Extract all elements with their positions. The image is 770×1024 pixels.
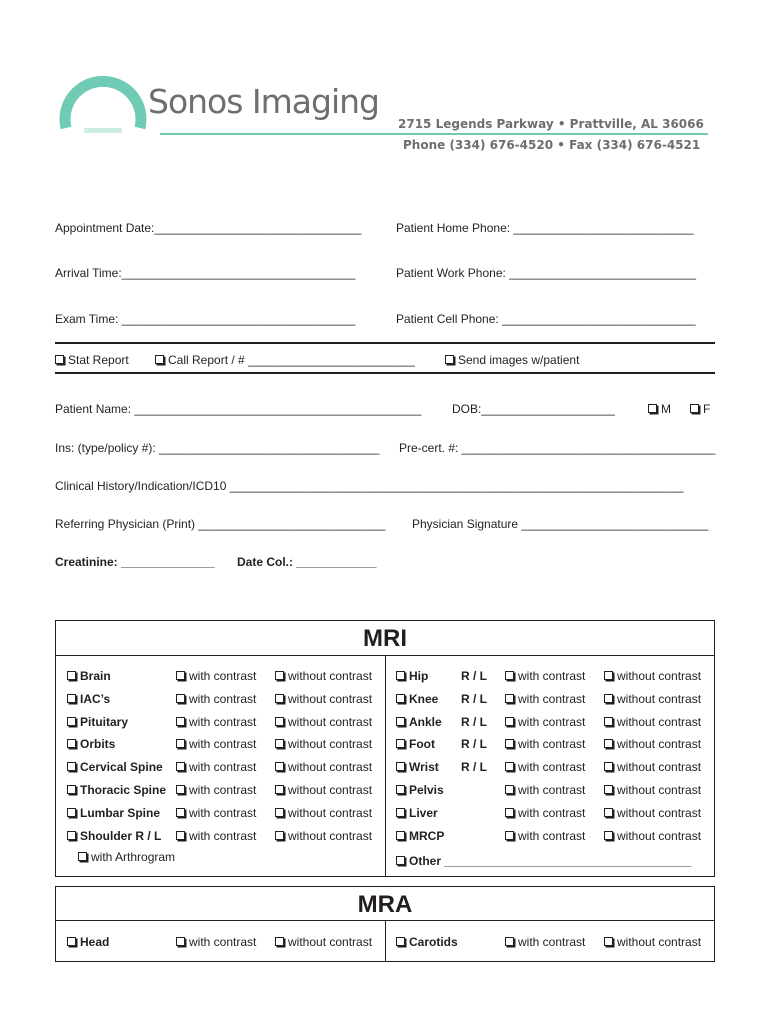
checkbox-icon[interactable] bbox=[505, 762, 514, 771]
patient-work-phone-field[interactable]: Patient Work Phone: ____________________________ bbox=[396, 266, 697, 280]
without-contrast-option[interactable]: without contrast bbox=[275, 669, 372, 683]
checkbox-icon[interactable] bbox=[67, 785, 76, 794]
insurance-field[interactable]: Ins: (type/policy #): _________________________________ bbox=[55, 441, 380, 455]
without-contrast-option[interactable]: without contrast bbox=[275, 715, 372, 729]
with-contrast-option[interactable]: with contrast bbox=[505, 715, 585, 729]
precert-field[interactable]: Pre-cert. #: ______________________________________ bbox=[399, 441, 716, 455]
without-contrast-option[interactable]: without contrast bbox=[604, 737, 701, 751]
with-contrast-option[interactable]: with contrast bbox=[505, 806, 585, 820]
checkbox-icon[interactable] bbox=[275, 694, 284, 703]
patient-home-phone-field[interactable]: Patient Home Phone: ___________________________ bbox=[396, 221, 694, 235]
checkbox-icon[interactable] bbox=[67, 808, 76, 817]
mri-title: MRI bbox=[363, 625, 407, 652]
checkbox-icon[interactable] bbox=[176, 808, 185, 817]
without-contrast-option[interactable]: without contrast bbox=[604, 760, 701, 774]
phone-fax: Phone (334) 676-4520 • Fax (334) 676-4521 bbox=[403, 138, 701, 152]
laterality-label: R / L bbox=[461, 760, 487, 774]
arrival-time-field[interactable]: Arrival Time:___________________________________ bbox=[55, 266, 356, 280]
without-contrast-option[interactable]: without contrast bbox=[604, 692, 701, 706]
checkbox-icon[interactable] bbox=[275, 808, 284, 817]
patient-cell-phone-field[interactable]: Patient Cell Phone: _____________________________ bbox=[396, 312, 696, 326]
checkbox-icon[interactable] bbox=[505, 831, 514, 840]
with-contrast-option[interactable]: with contrast bbox=[505, 692, 585, 706]
mri-exam-right-7[interactable]: MRCP bbox=[396, 829, 444, 843]
checkbox-icon[interactable] bbox=[505, 785, 514, 794]
checkbox-icon[interactable] bbox=[690, 404, 699, 413]
mri-exam-left-6[interactable]: Lumbar Spine bbox=[67, 806, 160, 820]
checkbox-icon[interactable] bbox=[604, 739, 613, 748]
address: 2715 Legends Parkway • Prattville, AL 36066 bbox=[398, 117, 704, 131]
checkbox-icon[interactable] bbox=[155, 355, 164, 364]
checkbox-icon[interactable] bbox=[176, 762, 185, 771]
checkbox-icon[interactable] bbox=[67, 739, 76, 748]
logo bbox=[58, 58, 148, 136]
checkbox-icon[interactable] bbox=[275, 785, 284, 794]
checkbox-icon[interactable] bbox=[396, 739, 405, 748]
mri-other-field[interactable]: Other _____________________________________ bbox=[396, 854, 691, 868]
laterality-label: R / L bbox=[461, 737, 487, 751]
mri-exam-left-7[interactable]: Shoulder R / L bbox=[67, 829, 161, 843]
without-contrast-option[interactable]: without contrast bbox=[275, 806, 372, 820]
without-contrast-option[interactable]: without contrast bbox=[604, 715, 701, 729]
mra-carotids-with-contrast[interactable]: with contrast bbox=[505, 935, 585, 949]
checkbox-icon[interactable] bbox=[176, 671, 185, 680]
mri-column-divider bbox=[385, 656, 386, 877]
with-contrast-option[interactable]: with contrast bbox=[505, 669, 585, 683]
mri-exam-left-1[interactable]: IAC’s bbox=[67, 692, 110, 706]
checkbox-icon[interactable] bbox=[604, 717, 613, 726]
with-contrast-option[interactable]: with contrast bbox=[505, 783, 585, 797]
checkbox-icon[interactable] bbox=[604, 785, 613, 794]
clinical-history-field[interactable]: Clinical History/Indication/ICD10 ____________________________________________________________________ bbox=[55, 479, 684, 493]
with-contrast-option[interactable]: with contrast bbox=[176, 692, 256, 706]
without-contrast-option[interactable]: without contrast bbox=[275, 760, 372, 774]
with-contrast-option[interactable]: with contrast bbox=[176, 806, 256, 820]
dob-field[interactable]: DOB:____________________ bbox=[452, 402, 615, 416]
checkbox-icon[interactable] bbox=[275, 739, 284, 748]
patient-name-field[interactable]: Patient Name: ___________________________________________ bbox=[55, 402, 422, 416]
checkbox-icon[interactable] bbox=[78, 852, 87, 861]
checkbox-icon[interactable] bbox=[67, 671, 76, 680]
checkbox-icon[interactable] bbox=[275, 762, 284, 771]
stat-report-option[interactable]: Stat Report bbox=[55, 353, 129, 367]
checkbox-icon[interactable] bbox=[275, 671, 284, 680]
checkbox-icon[interactable] bbox=[445, 355, 454, 364]
checkbox-icon[interactable] bbox=[275, 717, 284, 726]
checkbox-icon[interactable] bbox=[604, 937, 613, 946]
sex-m-option[interactable]: M bbox=[648, 402, 671, 416]
checkbox-icon[interactable] bbox=[275, 831, 284, 840]
without-contrast-option[interactable]: without contrast bbox=[604, 829, 701, 843]
mra-carotids-option[interactable]: Carotids bbox=[396, 935, 458, 949]
call-report-option[interactable]: Call Report / # _________________________ bbox=[155, 353, 415, 367]
creatinine-field[interactable]: Creatinine: ______________ bbox=[55, 555, 215, 569]
with-contrast-option[interactable]: with contrast bbox=[176, 715, 256, 729]
arch-logo-icon bbox=[58, 58, 148, 136]
checkbox-icon[interactable] bbox=[505, 937, 514, 946]
sex-f-option[interactable]: F bbox=[690, 402, 710, 416]
date-collected-field[interactable]: Date Col.: ____________ bbox=[237, 555, 377, 569]
checkbox-icon[interactable] bbox=[604, 831, 613, 840]
checkbox-icon[interactable] bbox=[604, 671, 613, 680]
mra-column-divider bbox=[385, 921, 386, 962]
with-contrast-option[interactable]: with contrast bbox=[176, 669, 256, 683]
with-contrast-option[interactable]: with contrast bbox=[176, 783, 256, 797]
mri-exam-left-0[interactable]: Brain bbox=[67, 669, 111, 683]
mra-title: MRA bbox=[357, 891, 413, 918]
checkbox-icon[interactable] bbox=[55, 355, 64, 364]
with-contrast-option[interactable]: with contrast bbox=[505, 737, 585, 751]
checkbox-icon[interactable] bbox=[396, 762, 405, 771]
mri-exam-right-6[interactable]: Liver bbox=[396, 806, 438, 820]
with-contrast-option[interactable]: with contrast bbox=[176, 760, 256, 774]
checkbox-icon[interactable] bbox=[176, 739, 185, 748]
checkbox-icon[interactable] bbox=[67, 762, 76, 771]
checkbox-icon[interactable] bbox=[176, 717, 185, 726]
with-contrast-option[interactable]: with contrast bbox=[505, 760, 585, 774]
physician-signature-field[interactable]: Physician Signature ____________________________ bbox=[412, 517, 709, 531]
checkbox-icon[interactable] bbox=[67, 694, 76, 703]
checkbox-icon[interactable] bbox=[604, 762, 613, 771]
checkbox-icon[interactable] bbox=[67, 937, 76, 946]
mri-exam-left-4[interactable]: Cervical Spine bbox=[67, 760, 163, 774]
checkbox-icon[interactable] bbox=[648, 404, 657, 413]
company-name: Sonos Imaging bbox=[148, 82, 380, 121]
mri-exam-right-2[interactable]: Ankle bbox=[396, 715, 442, 729]
checkbox-icon[interactable] bbox=[396, 671, 405, 680]
checkbox-icon[interactable] bbox=[176, 694, 185, 703]
checkbox-icon[interactable] bbox=[505, 694, 514, 703]
without-contrast-option[interactable]: without contrast bbox=[275, 783, 372, 797]
with-contrast-option[interactable]: with contrast bbox=[176, 829, 256, 843]
checkbox-icon[interactable] bbox=[604, 694, 613, 703]
mri-exam-right-1[interactable]: Knee bbox=[396, 692, 438, 706]
exam-time-field[interactable]: Exam Time: ___________________________________ bbox=[55, 312, 356, 326]
mra-carotids-without-contrast[interactable]: without contrast bbox=[604, 935, 701, 949]
checkbox-icon[interactable] bbox=[396, 808, 405, 817]
checkbox-icon[interactable] bbox=[275, 937, 284, 946]
checkbox-icon[interactable] bbox=[67, 831, 76, 840]
mri-exam-right-5[interactable]: Pelvis bbox=[396, 783, 444, 797]
without-contrast-option[interactable]: without contrast bbox=[604, 669, 701, 683]
checkbox-icon[interactable] bbox=[396, 856, 405, 865]
mri-exam-left-5[interactable]: Thoracic Spine bbox=[67, 783, 166, 797]
with-contrast-option[interactable]: with contrast bbox=[505, 829, 585, 843]
mri-exam-right-0[interactable]: Hip bbox=[396, 669, 428, 683]
checkbox-icon[interactable] bbox=[176, 937, 185, 946]
mri-exam-right-4[interactable]: Wrist bbox=[396, 760, 439, 774]
without-contrast-option[interactable]: without contrast bbox=[275, 829, 372, 843]
mra-head-without-contrast[interactable]: without contrast bbox=[275, 935, 372, 949]
send-images-option[interactable]: Send images w/patient bbox=[445, 353, 579, 367]
mri-exam-left-3[interactable]: Orbits bbox=[67, 737, 115, 751]
without-contrast-option[interactable]: without contrast bbox=[604, 806, 701, 820]
without-contrast-option[interactable]: without contrast bbox=[275, 737, 372, 751]
laterality-label: R / L bbox=[461, 692, 487, 706]
without-contrast-option[interactable]: without contrast bbox=[275, 692, 372, 706]
header-rule bbox=[160, 133, 708, 135]
appointment-date-field[interactable]: Appointment Date:_______________________________ bbox=[55, 221, 362, 235]
checkbox-icon[interactable] bbox=[505, 808, 514, 817]
mri-exam-right-3[interactable]: Foot bbox=[396, 737, 435, 751]
checkbox-icon[interactable] bbox=[396, 831, 405, 840]
checkbox-icon[interactable] bbox=[505, 671, 514, 680]
without-contrast-option[interactable]: without contrast bbox=[604, 783, 701, 797]
checkbox-icon[interactable] bbox=[396, 717, 405, 726]
checkbox-icon[interactable] bbox=[67, 717, 76, 726]
mra-head-with-contrast[interactable]: with contrast bbox=[176, 935, 256, 949]
checkbox-icon[interactable] bbox=[505, 739, 514, 748]
checkbox-icon[interactable] bbox=[505, 717, 514, 726]
checkbox-icon[interactable] bbox=[176, 831, 185, 840]
checkbox-icon[interactable] bbox=[396, 785, 405, 794]
with-arthrogram-option[interactable]: with Arthrogram bbox=[78, 850, 175, 864]
referring-physician-field[interactable]: Referring Physician (Print) ____________________________ bbox=[55, 517, 386, 531]
checkbox-icon[interactable] bbox=[396, 694, 405, 703]
divider-bottom bbox=[55, 372, 715, 374]
checkbox-icon[interactable] bbox=[396, 937, 405, 946]
mri-exam-left-2[interactable]: Pituitary bbox=[67, 715, 128, 729]
checkbox-icon[interactable] bbox=[176, 785, 185, 794]
with-contrast-option[interactable]: with contrast bbox=[176, 737, 256, 751]
laterality-label: R / L bbox=[461, 669, 487, 683]
mra-section bbox=[55, 886, 715, 962]
checkbox-icon[interactable] bbox=[604, 808, 613, 817]
laterality-label: R / L bbox=[461, 715, 487, 729]
mra-head-option[interactable]: Head bbox=[67, 935, 109, 949]
divider-top bbox=[55, 342, 715, 344]
